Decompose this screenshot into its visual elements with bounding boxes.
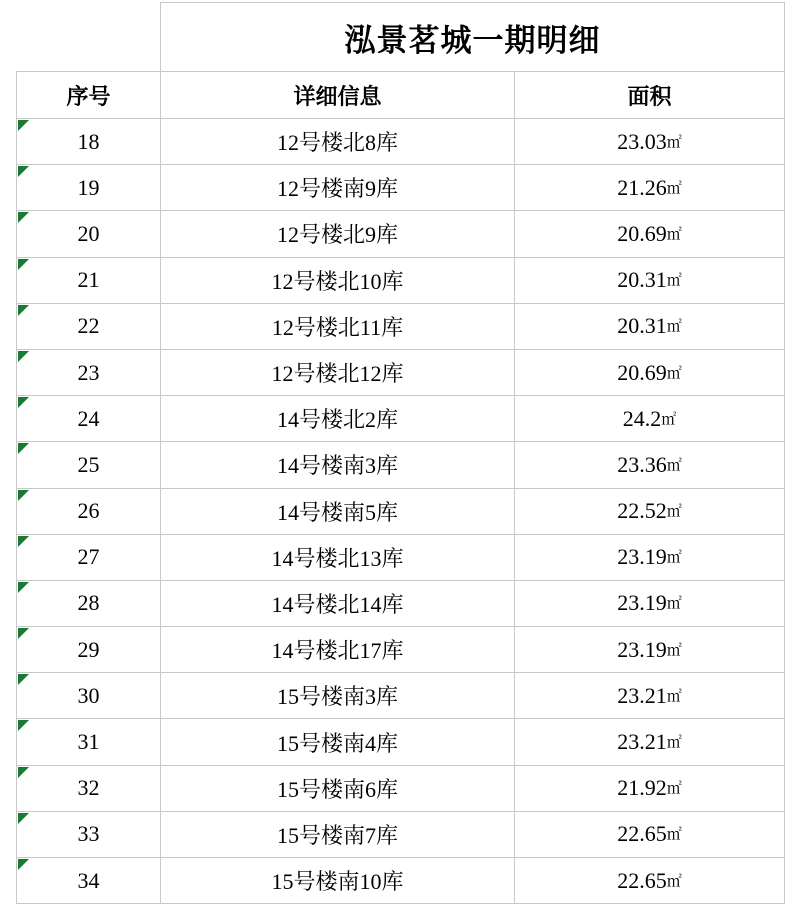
cell-area-value: 20.69 <box>617 220 667 246</box>
table-row[interactable] <box>17 349 785 395</box>
comment-flag-icon <box>18 212 29 223</box>
table-row[interactable] <box>17 719 785 765</box>
cell-index-text: 19 <box>77 174 100 200</box>
cell-index[interactable] <box>17 580 161 626</box>
title-row <box>17 3 785 72</box>
cell-area-value: 20.69 <box>617 359 667 385</box>
cell-area-unit: ㎡ <box>666 550 682 567</box>
cell-index-text: 27 <box>77 544 100 570</box>
table-row[interactable] <box>17 211 785 257</box>
cell-area-unit: ㎡ <box>661 411 677 428</box>
cell-info[interactable]: 12号楼北12库 <box>161 349 515 395</box>
comment-flag-icon <box>18 166 29 177</box>
cell-index[interactable] <box>17 119 161 165</box>
comment-flag-icon <box>18 813 29 824</box>
comment-flag-icon <box>18 674 29 685</box>
comment-flag-icon <box>18 351 29 362</box>
cell-index-text: 29 <box>77 636 100 662</box>
cell-info[interactable]: 14号楼北17库 <box>161 627 515 673</box>
table-row[interactable] <box>17 488 785 534</box>
table-body <box>17 3 785 904</box>
header-row <box>17 72 785 119</box>
cell-area-value: 20.31 <box>617 267 667 293</box>
cell-area-value: 22.65 <box>617 821 667 847</box>
comment-flag-icon <box>18 120 29 131</box>
column-header-info: 详细信息 <box>161 72 515 119</box>
comment-flag-icon <box>18 397 29 408</box>
comment-flag-icon <box>18 443 29 454</box>
cell-area[interactable] <box>515 165 785 211</box>
cell-area-value: 21.26 <box>617 174 667 200</box>
cell-area[interactable] <box>515 858 785 904</box>
cell-area-unit: ㎡ <box>666 226 682 243</box>
comment-flag-icon <box>18 859 29 870</box>
cell-info[interactable]: 12号楼北11库 <box>161 303 515 349</box>
cell-area-value: 21.92 <box>617 775 667 801</box>
cell-area-unit: ㎡ <box>666 688 682 705</box>
table-row[interactable] <box>17 858 785 904</box>
comment-flag-icon <box>18 628 29 639</box>
cell-area-unit: ㎡ <box>666 365 682 382</box>
cell-area[interactable] <box>515 488 785 534</box>
cell-area-value: 23.19 <box>617 544 667 570</box>
cell-area-unit: ㎡ <box>666 134 682 151</box>
cell-index[interactable] <box>17 811 161 857</box>
cell-area-value: 23.19 <box>617 590 667 616</box>
cell-area-value: 23.21 <box>617 729 667 755</box>
detail-table <box>16 2 785 904</box>
comment-flag-icon <box>18 536 29 547</box>
cell-index[interactable] <box>17 534 161 580</box>
cell-index-text: 30 <box>77 682 100 708</box>
cell-area[interactable] <box>515 627 785 673</box>
cell-index[interactable] <box>17 719 161 765</box>
cell-index[interactable] <box>17 858 161 904</box>
cell-index-text: 20 <box>77 220 100 246</box>
table-row[interactable] <box>17 580 785 626</box>
cell-info[interactable]: 14号楼北14库 <box>161 580 515 626</box>
cell-index-text: 28 <box>77 590 100 616</box>
cell-area-value: 20.31 <box>617 313 667 339</box>
column-header-index: 序号 <box>17 72 161 119</box>
cell-area-unit: ㎡ <box>666 596 682 613</box>
cell-index-text: 34 <box>77 867 100 893</box>
cell-area-value: 22.65 <box>617 867 667 893</box>
comment-flag-icon <box>18 259 29 270</box>
cell-info[interactable]: 14号楼北2库 <box>161 396 515 442</box>
table-row[interactable] <box>17 811 785 857</box>
cell-area[interactable] <box>515 257 785 303</box>
cell-area-unit: ㎡ <box>666 180 682 197</box>
cell-index-text: 25 <box>77 451 100 477</box>
cell-info[interactable]: 14号楼北13库 <box>161 534 515 580</box>
table-row[interactable] <box>17 303 785 349</box>
cell-index-text: 26 <box>77 498 100 524</box>
cell-area[interactable] <box>515 303 785 349</box>
cell-area[interactable] <box>515 811 785 857</box>
cell-area-unit: ㎡ <box>666 504 682 521</box>
cell-area[interactable] <box>515 211 785 257</box>
cell-index[interactable] <box>17 627 161 673</box>
cell-index[interactable] <box>17 765 161 811</box>
table-row[interactable] <box>17 534 785 580</box>
cell-index-text: 24 <box>77 405 100 431</box>
cell-area-value: 22.52 <box>617 498 667 524</box>
comment-flag-icon <box>18 582 29 593</box>
table-row[interactable] <box>17 765 785 811</box>
cell-area-unit: ㎡ <box>666 642 682 659</box>
cell-area[interactable] <box>515 673 785 719</box>
table-row[interactable] <box>17 627 785 673</box>
spreadsheet-sheet <box>0 2 800 900</box>
cell-area-value: 23.03 <box>617 128 667 154</box>
comment-flag-icon <box>18 490 29 501</box>
cell-area[interactable] <box>515 534 785 580</box>
cell-index-text: 33 <box>77 821 100 847</box>
cell-info[interactable]: 14号楼南3库 <box>161 442 515 488</box>
cell-area-unit: ㎡ <box>666 273 682 290</box>
cell-index[interactable] <box>17 488 161 534</box>
cell-index-text: 31 <box>77 729 100 755</box>
cell-index[interactable] <box>17 349 161 395</box>
cell-index-text: 21 <box>77 267 100 293</box>
cell-info[interactable]: 12号楼南9库 <box>161 165 515 211</box>
cell-area-unit: ㎡ <box>666 781 682 798</box>
cell-info[interactable]: 15号楼南4库 <box>161 719 515 765</box>
cell-area-unit: ㎡ <box>666 873 682 890</box>
cell-area-value: 23.19 <box>617 636 667 662</box>
cell-area-unit: ㎡ <box>666 319 682 336</box>
table-row[interactable] <box>17 442 785 488</box>
column-header-area: 面积 <box>515 72 785 119</box>
table-row[interactable] <box>17 257 785 303</box>
table-row[interactable] <box>17 165 785 211</box>
cell-area-value: 23.21 <box>617 682 667 708</box>
cell-info[interactable]: 12号楼北8库 <box>161 119 515 165</box>
cell-index[interactable] <box>17 396 161 442</box>
table-row[interactable] <box>17 396 785 442</box>
cell-area[interactable] <box>515 442 785 488</box>
cell-info[interactable]: 15号楼南6库 <box>161 765 515 811</box>
cell-area[interactable] <box>515 119 785 165</box>
cell-index[interactable] <box>17 211 161 257</box>
cell-area[interactable] <box>515 580 785 626</box>
cell-area-unit: ㎡ <box>666 735 682 752</box>
cell-index-text: 32 <box>77 775 100 801</box>
cell-index[interactable] <box>17 165 161 211</box>
cell-index[interactable] <box>17 442 161 488</box>
cell-area[interactable] <box>515 765 785 811</box>
comment-flag-icon <box>18 767 29 778</box>
cell-area[interactable] <box>515 349 785 395</box>
cell-info[interactable]: 14号楼南5库 <box>161 488 515 534</box>
document-title: 泓景茗城一期明细 <box>161 3 785 72</box>
table-row[interactable] <box>17 119 785 165</box>
cell-area-value: 23.36 <box>617 451 667 477</box>
cell-area-unit: ㎡ <box>666 457 682 474</box>
cell-index[interactable] <box>17 257 161 303</box>
cell-index-text: 18 <box>77 128 100 154</box>
comment-flag-icon <box>18 305 29 316</box>
cell-index-text: 22 <box>77 313 100 339</box>
cell-info[interactable]: 12号楼北9库 <box>161 211 515 257</box>
comment-flag-icon <box>18 720 29 731</box>
table-row[interactable] <box>17 673 785 719</box>
cell-info[interactable]: 15号楼南7库 <box>161 811 515 857</box>
cell-info[interactable]: 15号楼南3库 <box>161 673 515 719</box>
title-left-spacer <box>17 3 161 72</box>
cell-index-text: 23 <box>77 359 100 385</box>
cell-area-unit: ㎡ <box>666 827 682 844</box>
cell-area-value: 24.2 <box>622 405 662 431</box>
cell-info[interactable]: 15号楼南10库 <box>161 858 515 904</box>
cell-index[interactable] <box>17 303 161 349</box>
cell-info[interactable]: 12号楼北10库 <box>161 257 515 303</box>
cell-index[interactable] <box>17 673 161 719</box>
cell-area[interactable] <box>515 719 785 765</box>
cell-area[interactable] <box>515 396 785 442</box>
